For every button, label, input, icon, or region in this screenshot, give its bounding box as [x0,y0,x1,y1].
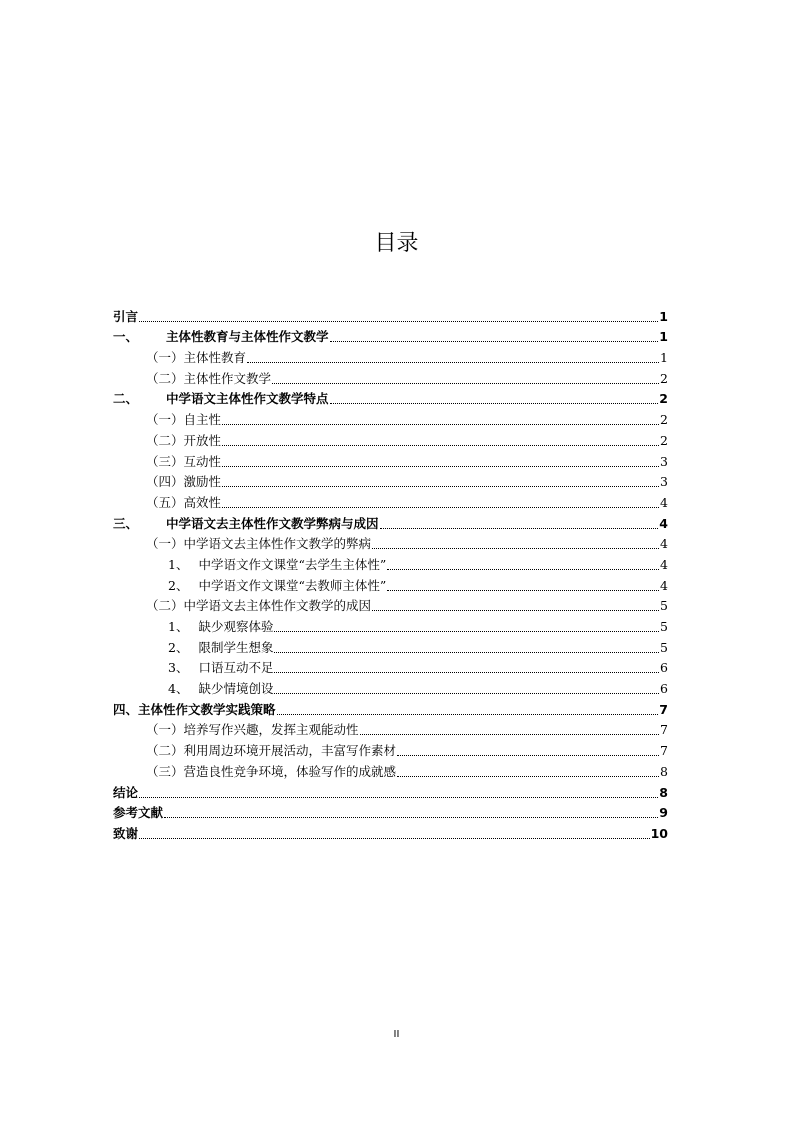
toc-entry[interactable] [113,552,668,573]
dot-leader [274,693,659,694]
toc-entry-label [113,702,276,718]
toc-entry-label [113,785,138,801]
dot-leader [330,403,659,404]
toc-entry-page: 9 [659,805,668,821]
toc-entry[interactable] [113,407,668,428]
toc-entry-page: 1 [659,329,668,345]
toc-entry-page: 2 [660,412,668,428]
toc-entry[interactable] [113,387,668,408]
toc-entry-page: 4 [660,556,668,572]
toc-entry[interactable] [113,345,668,366]
toc-entry-text: （一）主体性教育 [146,350,247,366]
toc-entry-text: （五）高效性 [146,494,222,510]
toc-entry[interactable] [113,532,668,553]
toc-entry-number: 4、 [168,681,189,697]
toc-entry-label [113,329,329,345]
toc-entry-text: 结论 [113,784,139,800]
toc-entry-label [168,681,273,697]
toc-entry-page: 5 [660,639,668,655]
toc-entry-text: （二）中学语文去主体性作文教学的成因 [146,598,372,614]
toc-entry-text: 引言 [113,308,139,324]
dot-leader [222,424,659,425]
toc-entry-number: 1、 [168,556,189,572]
toc-entry-text: 限制学生想象 [198,639,274,655]
toc-entry-page: 2 [660,432,668,448]
toc-entry-label [168,578,386,594]
toc-entry-label [168,660,273,676]
toc-entry-label [146,495,221,511]
page-title: 目录 [374,231,419,256]
toc-entry-number: 三、 [113,515,139,531]
dot-leader [222,486,659,487]
toc-entry-label [146,536,371,552]
toc-entry[interactable] [113,470,668,491]
toc-entry-text: 参考文献 [113,805,164,821]
toc-entry-page: 6 [660,681,668,697]
toc-entry-number: 1、 [168,619,189,634]
table-of-contents [113,304,668,842]
dot-leader [372,610,659,611]
toc-entry-text: 主体性教育与主体性作文教学 [166,329,329,345]
toc-entry-label [146,412,221,428]
toc-entry[interactable] [113,821,668,842]
dot-leader [222,466,659,467]
toc-entry-label [146,722,359,738]
toc-entry-label [146,474,221,490]
toc-entry[interactable] [113,428,668,449]
toc-entry-number: 2、 [168,577,189,593]
toc-entry[interactable] [113,449,668,470]
toc-entry-text: 口语互动不足 [198,660,274,676]
toc-entry-text: 四、主体性作文教学实践策略 [113,701,276,717]
dot-leader [272,383,659,384]
dot-leader [139,321,658,322]
toc-entry[interactable] [113,759,668,780]
toc-entry-text: （二）利用周边环境开展活动，丰富写作素材 [146,743,397,759]
toc-entry[interactable] [113,738,668,759]
dot-leader [274,631,659,632]
toc-entry-text: 缺少观察体验 [198,619,274,634]
toc-entry[interactable] [113,366,668,387]
dot-leader [274,672,659,673]
toc-entry[interactable] [113,676,668,697]
toc-entry[interactable] [113,490,668,511]
toc-entry[interactable] [113,656,668,677]
toc-entry-label [168,619,273,635]
toc-entry-text: 中学语文作文课堂“去学生主体性” [198,556,387,572]
toc-entry-text: 中学语文去主体性作文教学弊病与成因 [166,515,379,531]
dot-leader [387,569,659,570]
toc-entry[interactable] [113,511,668,532]
toc-entry-text: （一）中学语文去主体性作文教学的弊病 [146,536,372,552]
toc-entry-label [146,598,371,614]
dot-leader [222,445,659,446]
toc-entry-page: 7 [659,701,668,717]
dot-leader [330,341,659,342]
toc-entry-label [168,557,386,573]
toc-entry-label [146,350,246,366]
toc-entry-text: （一）自主性 [146,412,222,428]
toc-entry-page: 1 [660,350,668,366]
toc-entry[interactable] [113,697,668,718]
toc-entry-page: 5 [660,598,668,614]
dot-leader [380,528,659,529]
toc-entry-text: （三）营造良性竞争环境，体验写作的成就感 [146,763,397,779]
toc-entry-page: 2 [660,370,668,386]
toc-entry-label [113,309,138,325]
toc-entry-label [146,743,396,759]
dot-leader [222,507,659,508]
dot-leader [139,838,650,839]
dot-leader [397,755,659,756]
toc-entry-text: 致谢 [113,825,139,841]
toc-entry-text: （二）开放性 [146,432,222,448]
dot-leader [274,652,659,653]
toc-entry[interactable] [113,801,668,822]
toc-entry-page: 2 [659,391,668,407]
toc-entry-label [113,826,138,842]
toc-entry-text: （三）互动性 [146,453,222,469]
dot-leader [397,776,659,777]
toc-entry-text: 中学语文主体性作文教学特点 [166,391,329,407]
dot-leader [277,714,659,715]
toc-entry[interactable] [113,573,668,594]
dot-leader [387,590,659,591]
toc-entry-number: 2、 [168,639,189,655]
toc-entry[interactable] [113,635,668,656]
toc-entry-number: 二、 [113,391,139,407]
toc-entry-text: （二）主体性作文教学 [146,370,272,386]
toc-entry-text: 中学语文作文课堂“去教师主体性” [198,577,387,593]
toc-entry[interactable] [113,594,668,615]
toc-entry-page: 3 [660,453,668,469]
toc-entry[interactable] [113,780,668,801]
toc-entry-number: 一、 [113,329,139,345]
toc-entry-page: 6 [660,660,668,676]
dot-leader [360,734,660,735]
toc-entry-page: 7 [660,743,668,759]
toc-entry[interactable] [113,325,668,346]
toc-entry-page: 4 [660,577,668,593]
toc-entry-page: 8 [660,763,668,779]
toc-entry-page: 4 [660,536,668,552]
toc-entry-label [113,391,329,407]
toc-entry-page: 5 [660,619,668,634]
dot-leader [164,817,658,818]
toc-entry-label [146,454,221,470]
toc-entry-label [168,640,273,656]
toc-entry-text: （四）激励性 [146,474,222,490]
toc-entry-page: 8 [659,784,668,800]
toc-entry[interactable] [113,614,668,635]
toc-entry-page: 4 [660,494,668,510]
toc-entry[interactable] [113,304,668,325]
page-number: II [393,1029,400,1040]
toc-entry[interactable] [113,718,668,739]
toc-entry-page: 10 [650,825,668,841]
dot-leader [372,548,659,549]
toc-entry-text: （一）培养写作兴趣，发挥主观能动性 [146,722,359,738]
toc-entry-page: 3 [660,474,668,490]
toc-entry-page: 4 [659,515,668,531]
toc-entry-text: 缺少情境创设 [198,681,274,697]
toc-entry-page: 7 [660,722,668,738]
toc-entry-number: 3、 [168,660,189,676]
toc-entry-label [146,764,396,780]
dot-leader [247,362,659,363]
toc-entry-label [113,516,379,532]
toc-entry-page: 1 [659,308,668,324]
toc-entry-label [113,805,163,821]
toc-entry-label [146,371,271,387]
toc-entry-label [146,433,221,449]
dot-leader [139,797,658,798]
